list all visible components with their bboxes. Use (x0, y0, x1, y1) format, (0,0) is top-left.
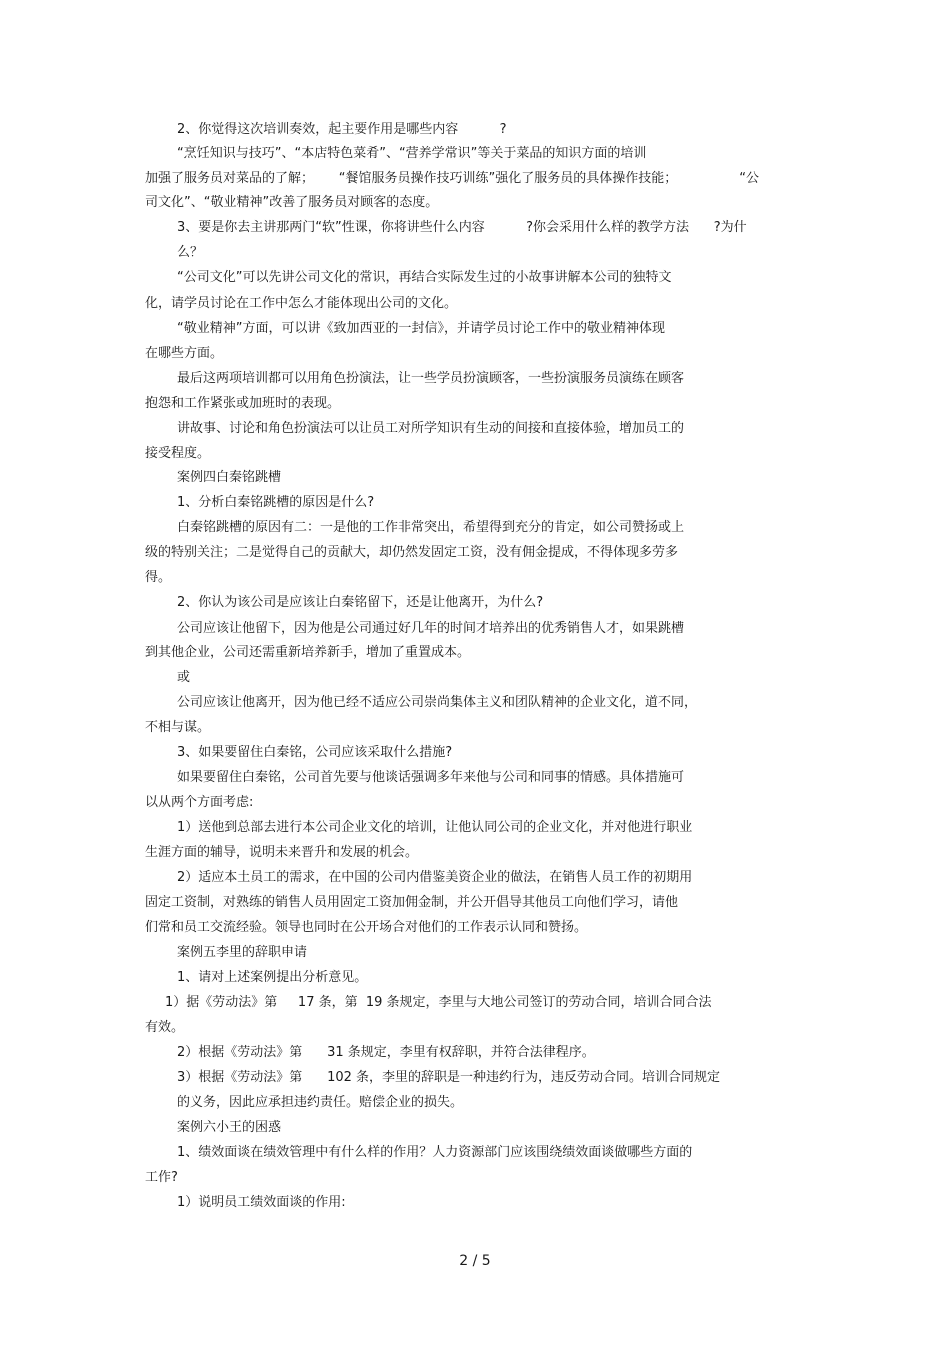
text-line: 到其他企业，公司还需重新培养新手，增加了重置成本。 (145, 645, 471, 660)
text-line: 2、你觉得这次培训奏效，起主要作用是哪些内容 ? (177, 122, 507, 137)
text-line: “敬业精神”方面，可以讲《致加西亚的一封信》，并请学员讨论工作中的敬业精神体现 (177, 321, 665, 336)
page-number: 2 / 5 (459, 1253, 491, 1269)
text-line: 1）送他到总部去进行本公司企业文化的培训，让他认同公司的企业文化，并对他进行职业 (177, 820, 693, 835)
question-line: 2、你认为该公司是应该让白秦铭留下，还是让他离开，为什么? (177, 595, 544, 610)
text-line: 得。 (145, 570, 172, 585)
text-line: 加强了服务员对菜品的了解； “餐馆服务员操作技巧训练”强化了服务员的具体操作技能； “公 (145, 171, 759, 186)
text-line: 3）根据《劳动法》第 102 条，李里的辞职是一种违约行为，违反劳动合同。培训合同规定 (177, 1070, 721, 1085)
text-line: 工作? (145, 1170, 178, 1185)
question-line: 1、请对上述案例提出分析意见。 (177, 970, 368, 985)
text-line: 讲故事、讨论和角色扮演法可以让员工对所学知识有生动的间接和直接体验，增加员工的 (177, 421, 685, 436)
text-line: 在哪些方面。 (145, 346, 224, 361)
text-line: “烹饪知识与技巧”、“本店特色菜肴”、“营养学常识”等关于菜品的知识方面的培训 (177, 146, 647, 161)
text-line: 不相与谋。 (145, 720, 211, 735)
question-line: 1、绩效面谈在绩效管理中有什么样的作用？人力资源部门应该围绕绩效面谈做哪些方面的 (177, 1145, 693, 1160)
text-line: 生涯方面的辅导，说明未来晋升和发展的机会。 (145, 845, 419, 860)
question-line: 3、如果要留住白秦铭，公司应该采取什么措施? (177, 745, 453, 760)
text-line: 以从两个方面考虑: (145, 795, 254, 810)
text-line: 固定工资制，对熟练的销售人员用固定工资加佣金制，并公开倡导其他员工向他们学习，请他 (145, 895, 679, 910)
text-line: 们常和员工交流经验。领导也同时在公开场合对他们的工作表示认同和赞扬。 (145, 920, 588, 935)
text-line: 公司应该让他留下，因为他是公司通过好几年的时间才培养出的优秀销售人才，如果跳槽 (177, 621, 685, 636)
text-line: 化，请学员讨论在工作中怎么才能体现出公司的文化。 (145, 296, 458, 311)
question-line: 1、分析白秦铭跳槽的原因是什么? (177, 495, 375, 510)
text-line: 抱怨和工作紧张或加班时的表现。 (145, 396, 341, 411)
text-line: 级的特别关注；二是觉得自己的贡献大，却仍然发固定工资，没有佣金提成，不得体现多劳多 (145, 545, 679, 560)
text-line: 1）说明员工绩效面谈的作用: (177, 1195, 346, 1210)
text-line: 或 (177, 670, 191, 685)
text-line: 2）适应本土员工的需求，在中国的公司内借鉴美资企业的做法，在销售人员工作的初期用 (177, 870, 693, 885)
text-line: 的义务，因此应承担违约责任。赔偿企业的损失。 (177, 1095, 464, 1110)
text-line: 最后这两项培训都可以用角色扮演法，让一些学员扮演顾客，一些扮演服务员演练在顾客 (177, 371, 685, 386)
text-line: 3、要是你去主讲那两门“软”性课，你将讲些什么内容 ?你会采用什么样的教学方法 ?为什 (177, 220, 747, 235)
text-line: 如果要留住白秦铭，公司首先要与他谈话强调多年来他与公司和同事的情感。具体措施可 (177, 770, 685, 785)
section-heading: 案例六小王的困惑 (177, 1120, 282, 1135)
text-line: 白秦铭跳槽的原因有二：一是他的工作非常突出，希望得到充分的肯定，如公司赞扬或上 (177, 520, 685, 535)
text-line: 么？ (177, 245, 204, 260)
text-line: 接受程度。 (145, 446, 211, 461)
section-heading: 案例四白秦铭跳槽 (177, 470, 282, 485)
text-line: 2）根据《劳动法》第 31 条规定，李里有权辞职，并符合法律程序。 (177, 1045, 595, 1060)
text-line: 司文化”、“敬业精神”改善了服务员对顾客的态度。 (145, 195, 439, 210)
text-line: 1）据《劳动法》第 17 条，第 19 条规定，李里与大地公司签订的劳动合同，培训合同合法 (165, 995, 712, 1010)
text-line: 有效。 (145, 1020, 185, 1035)
text-line: 公司应该让他离开，因为他已经不适应公司崇尚集体主义和团队精神的企业文化，道不同， (177, 695, 698, 710)
text-line: “公司文化”可以先讲公司文化的常识，再结合实际发生过的小故事讲解本公司的独特文 (177, 270, 672, 285)
section-heading: 案例五李里的辞职申请 (177, 945, 308, 960)
